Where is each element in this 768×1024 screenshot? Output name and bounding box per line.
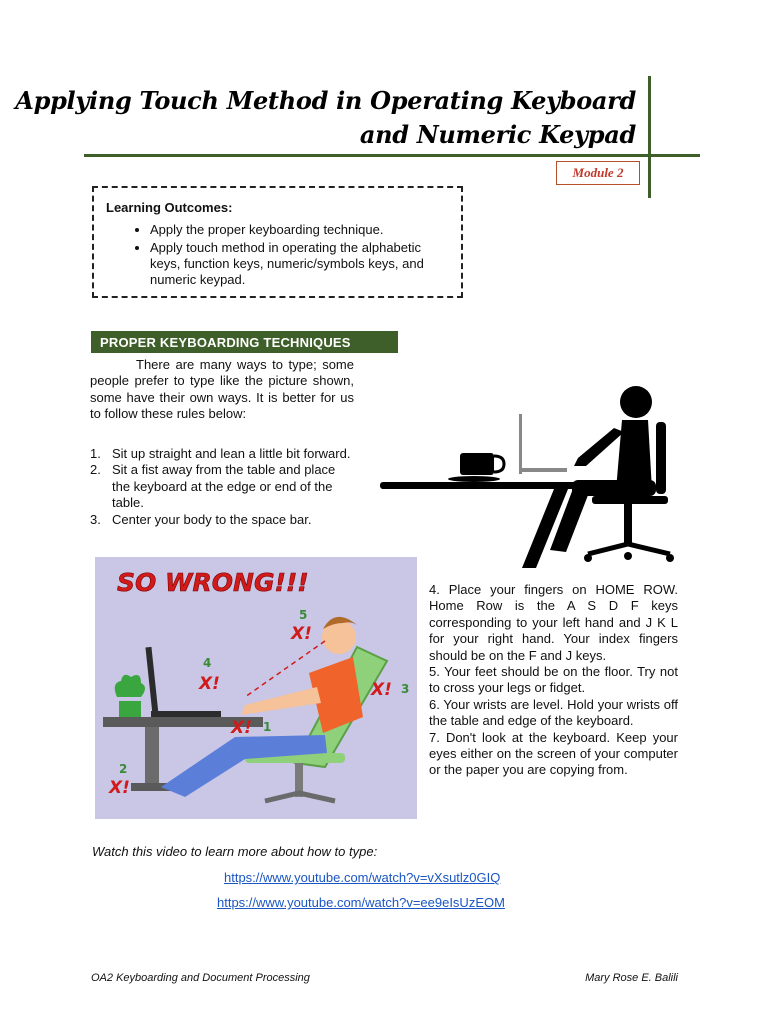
error-number: 3: [401, 682, 410, 696]
error-number: 4: [203, 656, 212, 670]
error-mark: X!: [231, 718, 252, 738]
wrong-posture-illustration: [95, 557, 417, 819]
error-mark: X!: [371, 680, 392, 700]
rules-list-2: [429, 582, 678, 779]
watch-video-text: Watch this video to learn more about how to type:: [92, 844, 378, 859]
rule-item: [90, 512, 354, 528]
error-mark: X!: [109, 778, 130, 798]
rule-item: 6. Your wrists are level. Hold your wrists off the table and edge of the keyboard.: [429, 696, 678, 729]
error-mark: X!: [199, 674, 220, 694]
rules-list-1: [90, 446, 354, 528]
module-badge: Module 2: [556, 161, 640, 185]
error-number: 2: [119, 762, 128, 776]
learning-outcomes-heading: Learning Outcomes:: [106, 200, 233, 215]
page-title-line-1: Applying Touch Method in Operating Keyboard: [15, 86, 636, 115]
rule-number: 2.: [90, 462, 101, 478]
error-number: 1: [263, 720, 272, 734]
rule-text: Sit up straight and lean a little bit forward.: [112, 446, 351, 461]
learning-outcomes-box: [92, 186, 463, 298]
correct-posture-illustration: [378, 382, 678, 572]
outcome-item: • Apply the proper keyboarding technique.: [150, 222, 451, 238]
so-wrong-banner: SO WRONG!!!: [117, 568, 309, 597]
learning-outcomes-list: [106, 222, 451, 288]
youtube-link-2[interactable]: https://www.youtube.com/watch?v=ee9eIsUzEOM: [217, 895, 505, 910]
page-title-line-2: and Numeric Keypad: [359, 120, 636, 149]
rule-item: [90, 462, 354, 511]
title-divider-vertical: [648, 76, 651, 198]
rule-item: 4. Place your fingers on HOME ROW. Home Row is the A S D F keys corresponding to your left hand and J K L for your right hand. Your index fingers should be on the F and J keys.: [429, 582, 678, 663]
rule-number: 1.: [90, 446, 101, 461]
intro-text: There are many ways to type; some people prefer to type like the picture shown, some have their own ways. It is better for us to follow these rules below:: [90, 357, 354, 421]
youtube-link-1[interactable]: https://www.youtube.com/watch?v=vXsutlz0GIQ: [224, 870, 501, 885]
rule-item: 7. Don't look at the keyboard. Keep your eyes either on the screen of your computer or the paper you are copying from.: [429, 729, 678, 778]
rule-item: [90, 446, 354, 462]
footer-course-title: OA2 Keyboarding and Document Processing: [91, 972, 310, 984]
outcome-item: • Apply touch method in operating the alphabetic keys, function keys, numeric/symbols keys, and numeric keypad.: [150, 240, 451, 288]
intro-paragraph: [90, 357, 354, 422]
title-divider-horizontal: [84, 154, 700, 157]
error-mark: X!: [291, 624, 312, 644]
rule-item: 5. Your feet should be on the floor. Try not to cross your legs or fidget.: [429, 664, 678, 696]
section-heading: PROPER KEYBOARDING TECHNIQUES: [91, 331, 398, 353]
rule-text: Sit a fist away from the table and place the keyboard at the edge or end of the table.: [112, 462, 336, 511]
footer-author: Mary Rose E. Balili: [585, 972, 678, 984]
rule-number: 3.: [90, 511, 101, 527]
rule-text: Center your body to the space bar.: [112, 511, 312, 527]
error-number: 5: [299, 608, 308, 622]
